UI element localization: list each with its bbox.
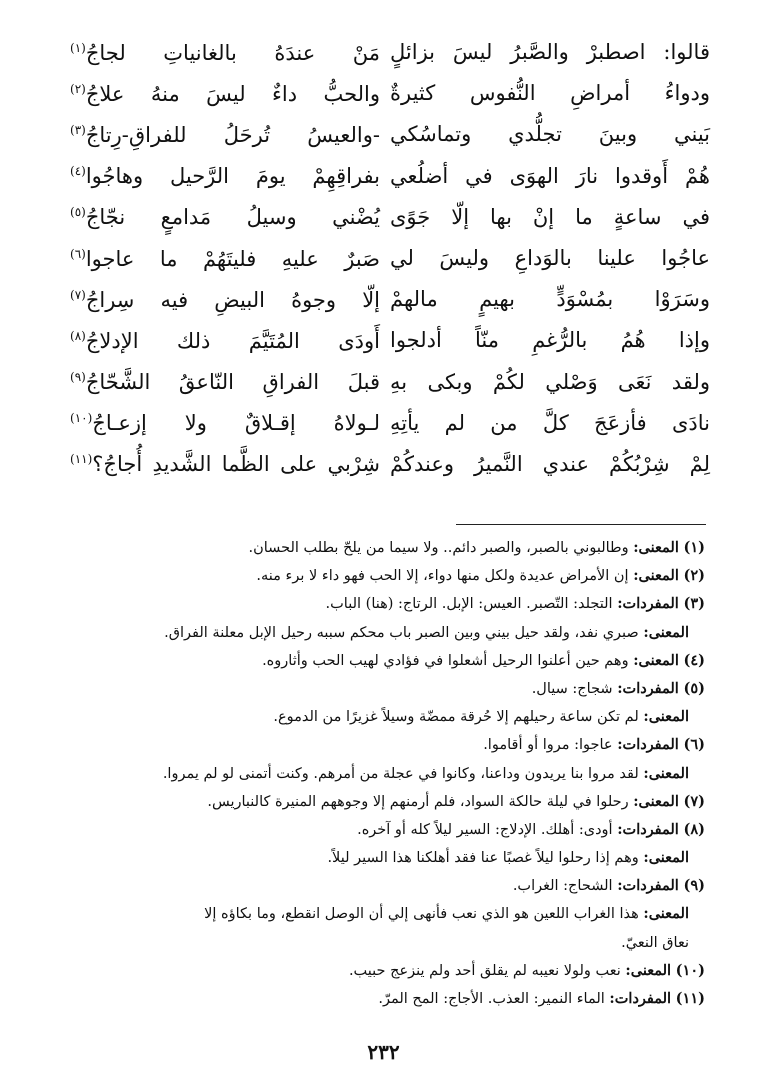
- footnote-number: (٨): [683, 820, 705, 838]
- footnote-number: (٤): [683, 651, 705, 669]
- second-hemistich: صَبرٌ عليهِ فليتَهُمْ ما عاجوا: [85, 246, 380, 271]
- footnote-number: (٣): [683, 595, 705, 613]
- footnote-text: وطالبوني بالصبر، والصبر دائم.. ولا سيما من يلحّ بطلب الحسان.: [248, 540, 634, 556]
- footnote-ref[interactable]: (٣): [70, 122, 86, 137]
- verse: [70, 403, 710, 444]
- footnote: [65, 931, 705, 959]
- footnote-number: (١١): [675, 990, 705, 1007]
- verse: [70, 320, 710, 361]
- verse: [70, 444, 710, 485]
- footnote: [65, 621, 705, 649]
- second-hemistich-cell: [70, 42, 390, 64]
- first-hemistich: هُمْ أَوقدوا نارَ الهوَى في أضلُعي: [390, 163, 710, 188]
- second-hemistich: يُضْني وسيلُ مَدامعٍ نجّاجُ: [85, 205, 380, 230]
- first-hemistich: لِمْ شِرْبُكُمْ عندي النَّميرُ وعندكُمْ: [390, 451, 710, 476]
- first-hemistich: وسَرَوْا بمُسْوَدٍّ بهيمٍ مالهمْ: [390, 287, 710, 312]
- footnote-number: (١): [683, 539, 705, 556]
- footnote: [65, 790, 705, 818]
- footnote-ref[interactable]: (١١): [70, 452, 93, 467]
- second-hemistich: بفراقِهِمْ يومَ الرَّحيل وهاجُوا: [85, 164, 380, 189]
- verse: [70, 197, 710, 238]
- footnote: [65, 536, 705, 564]
- footnote-text: أودى: أهلك. الإدلاج: السير ليلاً كله أو آخره.: [357, 821, 618, 838]
- first-hemistich: وإذا هُمُ بالرُّغمِ منّاً أدلجوا: [390, 328, 710, 353]
- footnote-text: صبري نفد، ولقد حيل بيني وبين الصبر باب محكم سببه رحيل الإبل معلنة الفراق.: [164, 624, 644, 641]
- first-hemistich: نادَى فأزعَجَ كلَّ من لم يأتِهِ: [390, 410, 710, 435]
- first-hemistich: قالوا: اصطبرْ والصَّبرُ ليسَ بزائلٍ: [390, 40, 710, 65]
- second-hemistich: قبلَ الفراقِ النّاعقُ الشَّحّاجُ: [85, 370, 380, 395]
- footnote: [65, 677, 705, 705]
- footnote-ref[interactable]: (٧): [70, 287, 86, 302]
- second-hemistich-cell: [70, 206, 390, 228]
- footnote-text: نعب ولولا نعيبه لم يقلق أحد ولم ينزعج حبيب.: [348, 962, 626, 979]
- first-hemistich: ودواءُ أمراضِ النُّفوس كثيرةٌ: [390, 81, 710, 106]
- first-hemistich: ولقد نَعَى وَصْلي لكُمْ وبكى بهِ: [390, 369, 710, 394]
- footnote-label: المفردات:: [617, 595, 679, 613]
- footnote-text: لقد مروا بنا يريدون وداعنا، وكانوا في عجلة من أمرهم. وكنت أتمنى لو لم يمروا.: [162, 765, 644, 782]
- footnote-divider: [456, 524, 706, 525]
- verse: [70, 73, 710, 114]
- footnote-label: المفردات:: [617, 679, 679, 697]
- second-hemistich: شِرْبي على الظَّما الشَّديدِ أُجاجُ؟: [92, 452, 380, 477]
- footnote: [65, 902, 705, 930]
- second-hemistich: إلّا وجوهُ البيضِ فيه سِراجُ: [85, 287, 380, 312]
- footnote-ref[interactable]: (٨): [70, 328, 86, 343]
- footnote: [65, 846, 705, 874]
- first-hemistich: بَيني وبينَ تجلُّدي وتماسُكي: [390, 122, 710, 147]
- second-hemistich-cell: [70, 165, 390, 187]
- footnote-text: عاجوا: مروا أو أقاموا.: [483, 737, 618, 754]
- footnote-label: المعنى:: [643, 708, 689, 726]
- footnote-label: المعنى:: [625, 961, 672, 979]
- second-hemistich-cell: [70, 83, 390, 105]
- footnote-text: رحلوا في ليلة حالكة السواد، فلم أرمنهم إلا وجوههم المنيرة كالنباريس.: [207, 793, 634, 810]
- footnote-text: الماء النمير: العذب. الأجاج: المح المرّ.: [378, 991, 610, 1007]
- footnote-ref[interactable]: (٢): [70, 81, 86, 96]
- first-hemistich: عاجُوا علينا بالوَداعِ وليسَ لي: [390, 246, 710, 271]
- poem: [70, 32, 710, 485]
- verse: [70, 114, 710, 155]
- footnote-label: المفردات:: [617, 877, 679, 895]
- footnote-number: (٢): [683, 567, 705, 585]
- second-hemistich: والحبُّ داءٌ ليسَ منهُ علاجُ: [85, 81, 380, 106]
- footnote: [65, 762, 705, 790]
- footnote-number: (٥): [683, 679, 705, 697]
- verse: [70, 32, 710, 73]
- second-hemistich-cell: [70, 124, 390, 146]
- footnote-label: المفردات:: [617, 736, 679, 754]
- footnote-text: شجاج: سيال.: [531, 680, 618, 697]
- footnote: [65, 987, 705, 1015]
- footnote-ref[interactable]: (١٠): [70, 411, 93, 426]
- footnote-label: المعنى:: [633, 651, 679, 669]
- verse: [70, 238, 710, 279]
- second-hemistich-cell: [70, 289, 390, 311]
- footnote-text: وهم إذا رحلوا ليلاً غصبًا عنا فقد أهلكنا هذا السير ليلاً.: [327, 850, 644, 867]
- footnote-label: المعنى:: [643, 905, 689, 923]
- footnote-text: نعاق النعيّ.: [621, 934, 689, 951]
- footnote-label: المعنى:: [643, 764, 689, 782]
- footnote-label: المفردات:: [609, 990, 672, 1007]
- footnote: [65, 649, 705, 677]
- footnote-text: وهم حين أعلنوا الرحيل أشعلوا في فؤادي لهيب الحب وأثاروه.: [262, 652, 634, 669]
- footnote-number: (٧): [683, 792, 705, 810]
- footnote-text: لم تكن ساعة رحيلهم إلا حُرقة ممضّة وسيلاً غزيرًا من الدموع.: [273, 709, 644, 726]
- footnote-label: المعنى:: [633, 567, 679, 585]
- footnote-ref[interactable]: (٥): [70, 205, 86, 220]
- footnote: [65, 705, 705, 733]
- verse: [70, 362, 710, 403]
- verse: [70, 156, 710, 197]
- footnotes: [65, 536, 705, 1015]
- second-hemistich-cell: [70, 248, 390, 270]
- footnote: [65, 592, 705, 620]
- footnote-text: التجلد: التّصبر. العيس: الإبل. الرتاج: (هنا) الباب.: [325, 596, 618, 613]
- footnote-label: المفردات:: [617, 820, 679, 838]
- footnote: [65, 959, 705, 987]
- second-hemistich-cell: [70, 330, 390, 352]
- footnote-ref[interactable]: (٦): [70, 246, 86, 261]
- first-hemistich: في ساعةٍ ما إنْ بها إلّا جَوًى: [390, 204, 710, 229]
- footnote-label: المعنى:: [643, 623, 689, 641]
- second-hemistich: -والعيسُ تُرحَلُ للفراقِ-رِتاجُ: [85, 122, 380, 147]
- second-hemistich-cell: [70, 412, 390, 434]
- footnote-number: (٦): [683, 736, 705, 754]
- footnote-number: (١٠): [675, 961, 705, 979]
- footnote: [65, 818, 705, 846]
- footnote-ref[interactable]: (٤): [70, 164, 86, 179]
- footnote-text: الشحاج: الغراب.: [512, 878, 618, 895]
- footnote-ref[interactable]: (١): [70, 40, 86, 55]
- footnote-label: المعنى:: [633, 792, 679, 810]
- footnote-text: إن الأمراض عديدة ولكل منها دواء، إلا الحب فهو داء لا برء منه.: [256, 568, 634, 585]
- second-hemistich: أَودَى المُتَيَّمَ ذلك الإدلاجُ: [85, 328, 380, 353]
- footnote-label: المعنى:: [633, 539, 679, 556]
- page-number: ٢٣٢: [367, 1040, 400, 1064]
- footnote-number: (٩): [683, 877, 705, 895]
- footnote-text: هذا الغراب اللعين هو الذي نعب فأنهى إلي أن الوصل انقطع، وما بكاؤه إلا: [204, 906, 644, 923]
- second-hemistich: مَنْ عندَهُ بالغانياتِ لجاجُ: [85, 40, 380, 65]
- verse: [70, 279, 710, 320]
- footnote: [65, 564, 705, 592]
- footnote: [65, 733, 705, 761]
- second-hemistich-cell: [70, 371, 390, 393]
- second-hemistich-cell: [70, 453, 390, 475]
- footnote: [65, 874, 705, 902]
- footnote-label: المعنى:: [643, 849, 689, 867]
- footnote-ref[interactable]: (٩): [70, 370, 86, 385]
- second-hemistich: لـولاهُ إقـلاقٌ ولا إزعـاجُ: [92, 411, 380, 436]
